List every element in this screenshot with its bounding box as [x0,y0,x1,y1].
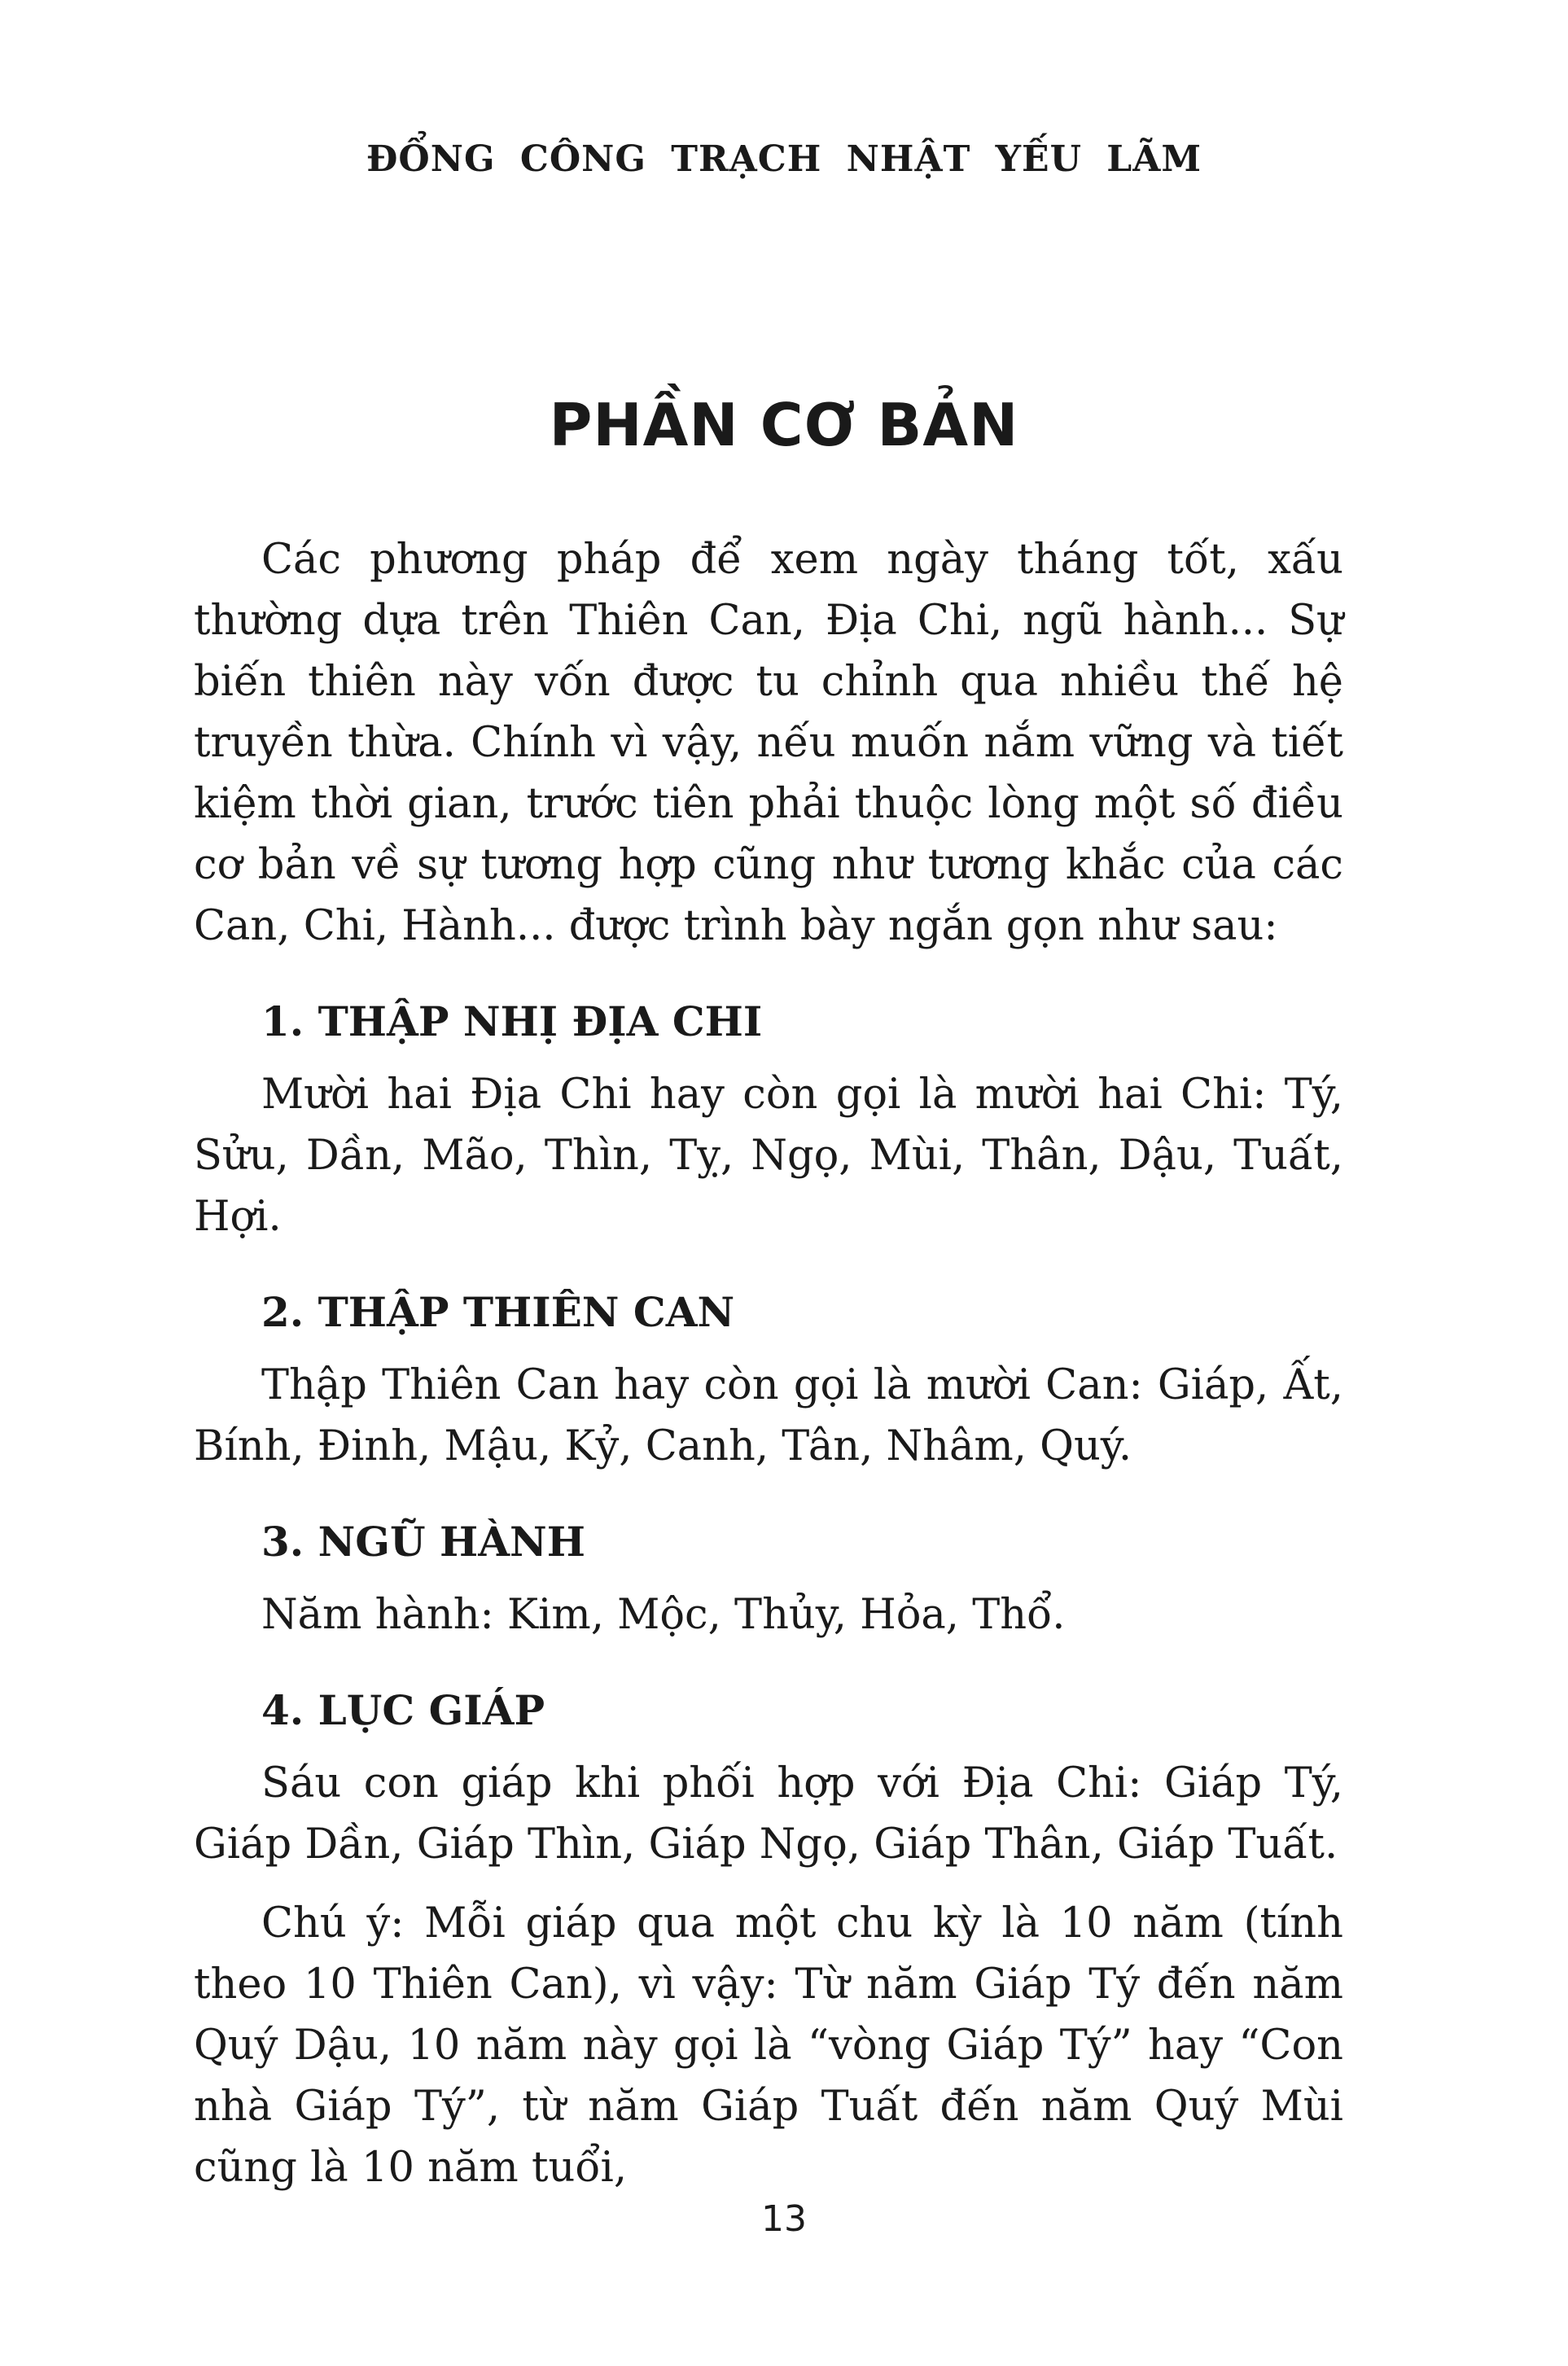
section-heading-ngu-hanh: 3. NGŨ HÀNH [261,1518,585,1566]
section-heading-dia-chi: 1. THẬP NHỊ ĐỊA CHI [261,997,763,1045]
section-text-ngu-hanh: Năm hành: Kim, Mộc, Thủy, Hỏa, Thổ. [261,1591,1066,1639]
section-note-luc-giap: Chú ý: Mỗi giáp qua một chu kỳ là 10 năm (tính theo 10 Thiên Can), vì vậy: Từ năm Giáp Tý đến năm Quý Dậu, 10 năm này gọi là “vòng Giáp Tý” hay “Con nhà Giáp Tý”, từ năm Giáp Tuất đến năm Quý Mùi cũng là 10 năm tuổi, [194,1899,1343,2192]
page-number: 13 [761,2198,807,2240]
intro-paragraph: Các phương pháp để xem ngày tháng tốt, xấu thường dựa trên Thiên Can, Địa Chi, ngũ hành... Sự biến thiên này vốn được tu chỉnh qua nhiều thế hệ truyền thừa. Chính vì vậy, nếu muốn nắm vững và tiết kiệm thời gian, trước tiên phải thuộc lòng một số điều cơ bản về sự tương hợp cũng như tương khắc của các Can, Chi, Hành... được trình bày ngắn gọn như sau: [194,536,1343,950]
section-text-dia-chi: Mười hai Địa Chi hay còn gọi là mười hai Chi: Tý, Sửu, Dần, Mão, Thìn, Tỵ, Ngọ, Mùi, Thân, Dậu, Tuất, Hợi. [194,1071,1343,1241]
section-heading-luc-giap: 4. LỤC GIÁP [261,1686,545,1734]
section-text-luc-giap: Sáu con giáp khi phối hợp với Địa Chi: Giáp Tý, Giáp Dần, Giáp Thìn, Giáp Ngọ, Giáp Thân, Giáp Tuất. [194,1759,1343,1869]
section-heading-thien-can: 2. THẬP THIÊN CAN [261,1288,735,1336]
running-header: ĐỔNG CÔNG TRẠCH NHẬT YẾU LÃM [366,138,1202,180]
body-text [194,529,1343,2198]
section-text-thien-can: Thập Thiên Can hay còn gọi là mười Can: Giáp, Ất, Bính, Đinh, Mậu, Kỷ, Canh, Tân, Nhâm, Quý. [194,1361,1343,1470]
part-title: PHẦN CƠ BẢN [549,391,1019,459]
